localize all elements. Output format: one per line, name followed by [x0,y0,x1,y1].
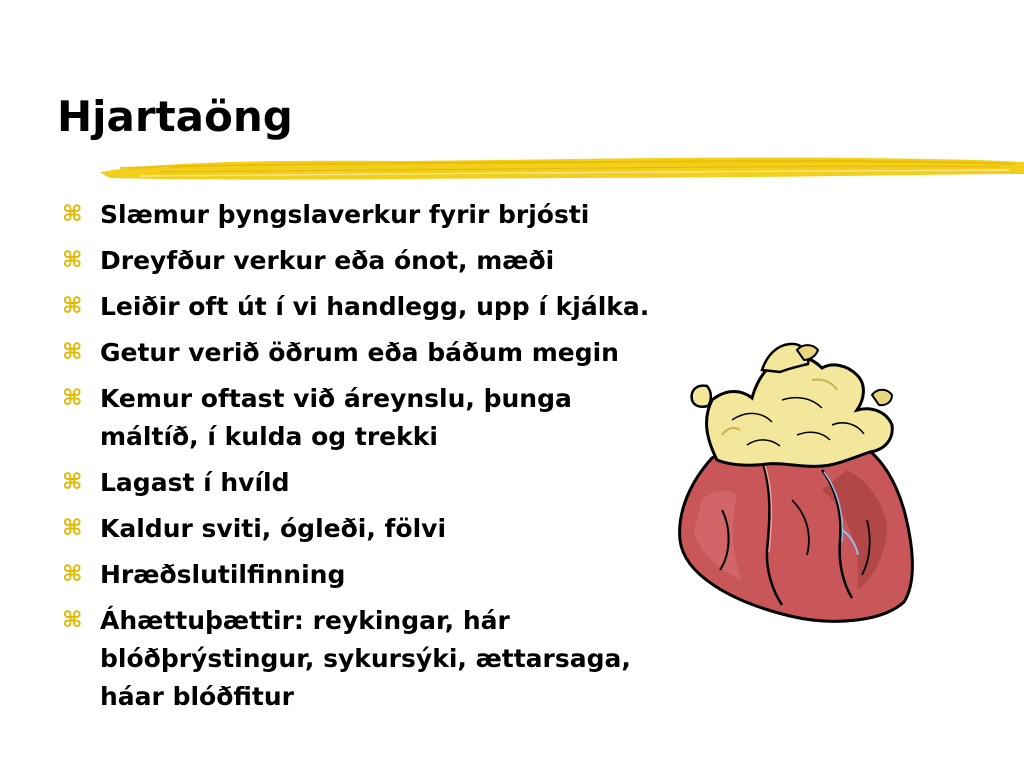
bullet-icon: ⌘ [62,386,83,411]
bullet-icon: ⌘ [62,202,83,227]
bullet-text: Dreyfður verkur eða ónot, mæði [100,246,555,275]
bullet-text: Áhættuþættir: reykingar, hár blóðþrýstingur, sykursýki, ættarsaga, háar blóðfitur [100,606,631,711]
bullet-item [62,196,722,234]
bullet-icon: ⌘ [62,562,83,587]
bullet-icon: ⌘ [62,608,83,633]
bullet-icon: ⌘ [62,340,83,365]
bullet-text: Slæmur þyngslaverkur fyrir brjósti [100,200,590,229]
bullet-text: Kaldur sviti, ógleði, fölvi [100,514,447,543]
yellow-brush-stroke [100,148,1024,192]
bullet-item [62,464,722,502]
bullet-item [62,380,640,456]
bullet-text: Lagast í hvíld [100,468,290,497]
bullet-item [62,334,722,372]
bullet-text: Hræðslutilfinning [100,560,346,589]
heart-icon [672,340,917,625]
bullet-list [62,196,722,724]
bullet-item [62,602,700,716]
bullet-text: Kemur oftast við áreynslu, þunga máltíð, í kulda og trekki [100,384,572,451]
bullet-icon: ⌘ [62,516,83,541]
bullet-item [62,288,722,326]
bullet-item [62,510,722,548]
bullet-item [62,556,722,594]
bullet-icon: ⌘ [62,248,83,273]
bullet-text: Leiðir oft út í vi handlegg, upp í kjálka. [100,292,650,321]
slide-title: Hjartaöng [57,92,293,141]
bullet-icon: ⌘ [62,294,83,319]
bullet-item [62,242,722,280]
bullet-text: Getur verið öðrum eða báðum megin [100,338,619,367]
bullet-icon: ⌘ [62,470,83,495]
